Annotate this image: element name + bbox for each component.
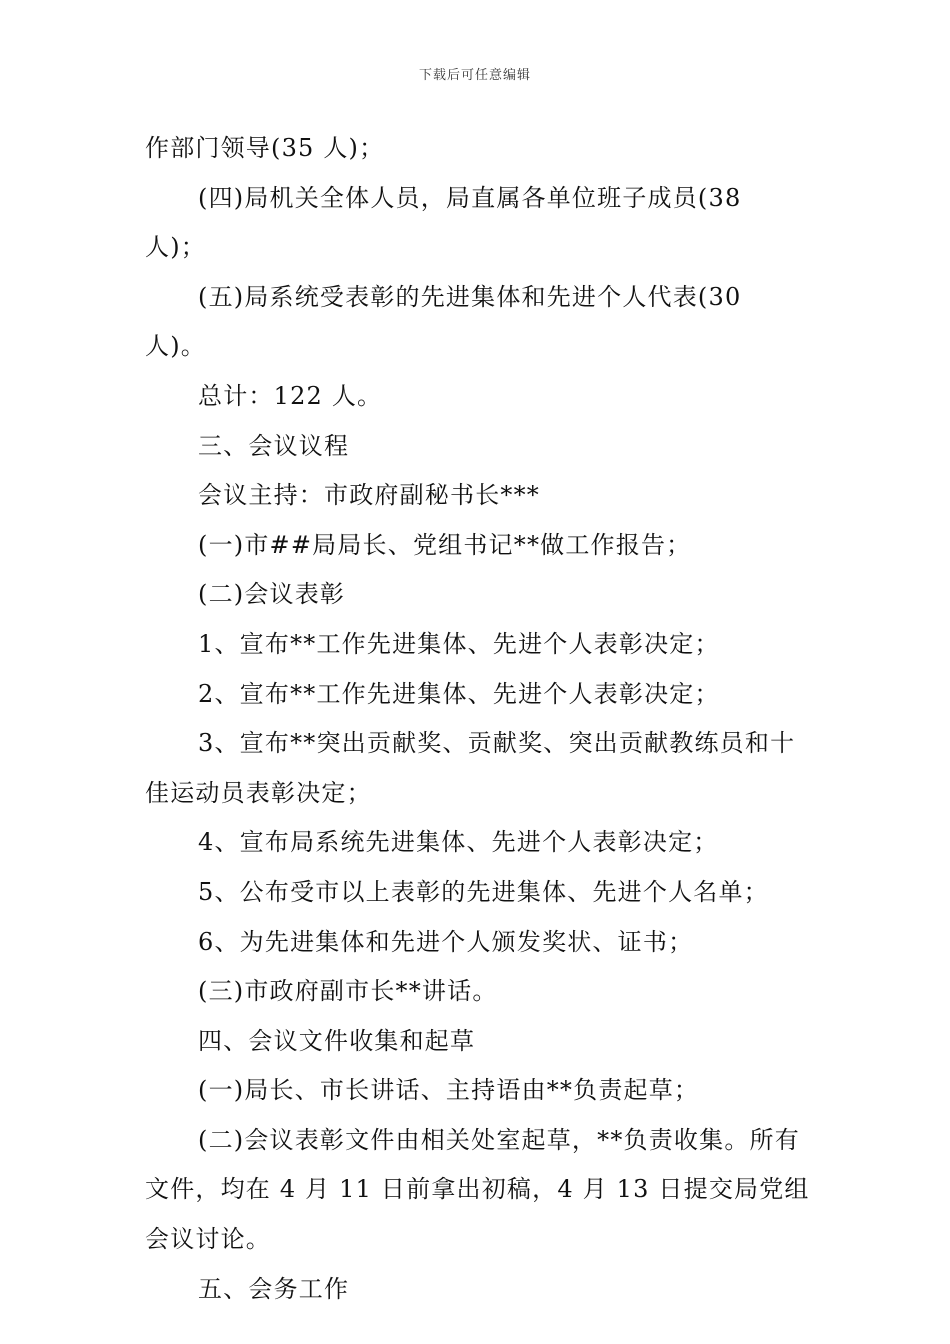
paragraph: (五)局系统受表彰的先进集体和先进个人代表(30 人)。 [145,282,742,361]
paragraph: (三)市政府副市长**讲话。 [198,977,498,1006]
paragraph: 会议主持：市政府副秘书长*** [198,481,540,510]
list-item: 2、宣布**工作先进集体、先进个人表彰决定； [198,679,720,708]
paragraph: (二)会议表彰文件由相关处室起草，**负责收集。所有文件，均在 4 月 11 日前拿出初稿，4 月 13 日提交局党组会议讨论。 [145,1125,810,1254]
list-item: 1、宣布**工作先进集体、先进个人表彰决定； [198,629,720,658]
paragraph: (一)市##局局长、党组书记**做工作报告； [198,530,692,559]
section-heading: 三、会议议程 [198,431,350,460]
document-body [145,124,810,1314]
page-header: 下载后可任意编辑 [418,68,531,83]
paragraph: (一)局长、市长讲话、主持语由**负责起草； [198,1076,700,1105]
list-item: 3、宣布**突出贡献奖、贡献奖、突出贡献教练员和十佳运动员表彰决定； [145,729,796,807]
paragraph: (四)局机关全体人员，局直属各单位班子成员(38 人)； [145,183,742,262]
section-heading: 五、会务工作 [198,1274,350,1303]
list-item: 6、为先进集体和先进个人颁发奖状、证书； [198,927,694,956]
section-heading: 四、会议文件收集和起草 [198,1026,476,1055]
paragraph: 作部门领导(35 人)； [145,134,385,162]
list-item: 4、宣布局系统先进集体、先进个人表彰决定； [198,828,719,857]
paragraph: 总计：122 人。 [198,381,383,410]
list-item: 5、公布受市以上表彰的先进集体、先进个人名单； [198,877,769,906]
paragraph: (二)会议表彰 [198,580,346,609]
